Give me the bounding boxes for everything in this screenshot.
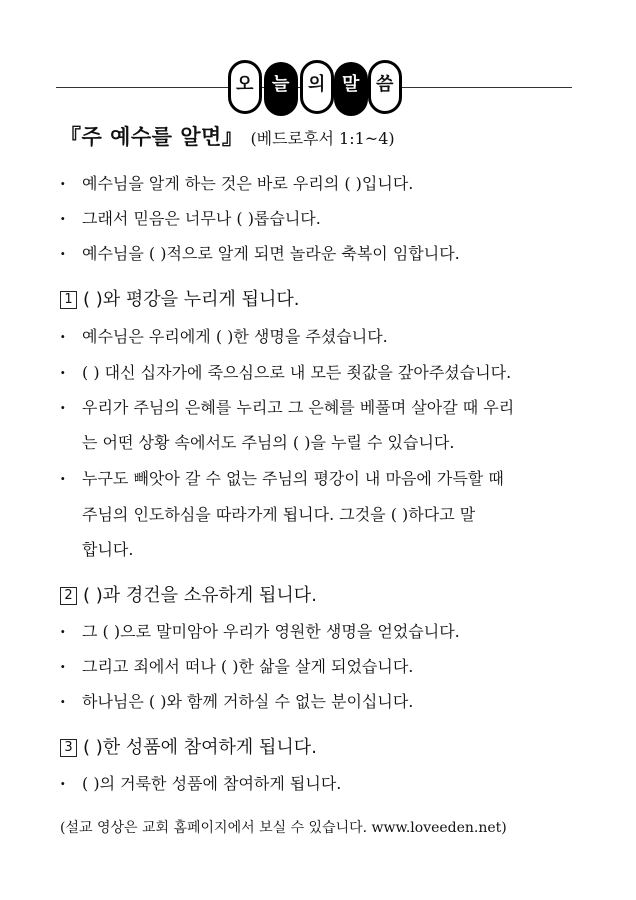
section-number-box: 2 [60, 587, 77, 605]
section-2-line-3 [60, 690, 413, 714]
bullet-mark: · [60, 774, 66, 793]
intro-line-3 [60, 242, 460, 266]
section-line-text: ( )의 거룩한 성품에 참여하게 됩니다. [82, 774, 342, 793]
bullet-mark: · [60, 363, 66, 382]
section-number-box: 1 [60, 291, 77, 309]
bullet-mark: · [60, 209, 66, 228]
section-line-text: 그리고 죄에서 떠나 ( )한 삶을 살게 되었습니다. [82, 657, 414, 676]
sermon-title [60, 122, 395, 154]
bullet-mark: · [60, 692, 66, 711]
section-line-text: 예수님은 우리에게 ( )한 생명을 주셨습니다. [82, 327, 388, 346]
section-1-line-4 [60, 467, 504, 491]
section-3-heading [60, 735, 317, 761]
section-1-line-4-cont: 주님의 인도하심을 따라가게 됩니다. 그것을 ( )하다고 말 [82, 505, 476, 524]
section-1-line-2 [60, 361, 511, 385]
bullet-mark: · [60, 622, 66, 641]
section-3-line-1 [60, 772, 341, 796]
todays-word-badge [228, 60, 404, 116]
intro-line-1 [60, 172, 413, 196]
bullet-mark: · [60, 327, 66, 346]
badge-char-1: 오 [236, 74, 254, 95]
bullet-mark: · [60, 469, 66, 488]
section-line-text: ( ) 대신 십자가에 죽으심으로 내 모든 죗값을 갚아주셨습니다. [82, 363, 512, 382]
intro-line-text: 예수님을 ( )적으로 알게 되면 놀라운 축복이 임합니다. [82, 244, 460, 263]
section-2-line-1 [60, 620, 460, 644]
section-heading-text: ( )과 경건을 소유하게 됩니다. [83, 585, 317, 606]
bullet-mark: · [60, 244, 66, 263]
section-1-line-4-cont-2: 합니다. [82, 540, 134, 559]
bullet-mark: · [60, 657, 66, 676]
sermon-title-main: 『주 예수를 알면』 [60, 125, 244, 149]
badge-char-3: 의 [308, 74, 326, 95]
footer-note: (설교 영상은 교회 홈페이지에서 보실 수 있습니다. www.loveeden.net) [60, 820, 507, 836]
intro-line-text: 그래서 믿음은 너무나 ( )롭습니다. [82, 209, 321, 228]
section-line-text: 우리가 주님의 은혜를 누리고 그 은혜를 베풀며 살아갈 때 우리 [82, 398, 515, 417]
bullet-mark: · [60, 398, 66, 417]
intro-line-text: 예수님을 알게 하는 것은 바로 우리의 ( )입니다. [82, 174, 414, 193]
badge-char-4: 말 [342, 74, 360, 95]
section-line-text: 하나님은 ( )와 함께 거하실 수 없는 분이십니다. [82, 692, 414, 711]
scripture-reference: (베드로후서 1:1~4) [250, 129, 395, 148]
badge-char-2: 늘 [272, 74, 290, 95]
intro-line-2 [60, 207, 321, 231]
bullet-mark: · [60, 174, 66, 193]
section-1-line-3 [60, 396, 514, 420]
section-2-line-2 [60, 655, 413, 679]
section-2-heading [60, 583, 317, 609]
section-line-text: 누구도 빼앗아 갈 수 없는 주님의 평강이 내 마음에 가득할 때 [82, 469, 504, 488]
section-1-line-3-cont: 는 어떤 상황 속에서도 주님의 ( )을 누릴 수 있습니다. [82, 433, 455, 452]
section-line-text: 그 ( )으로 말미암아 우리가 영원한 생명을 얻었습니다. [82, 622, 460, 641]
section-number-box: 3 [60, 739, 77, 757]
badge-char-5: 씀 [376, 74, 394, 95]
section-1-heading [60, 287, 300, 313]
section-heading-text: ( )한 성품에 참여하게 됩니다. [83, 737, 317, 758]
section-heading-text: ( )와 평강을 누리게 됩니다. [83, 289, 300, 310]
section-1-line-1 [60, 325, 388, 349]
